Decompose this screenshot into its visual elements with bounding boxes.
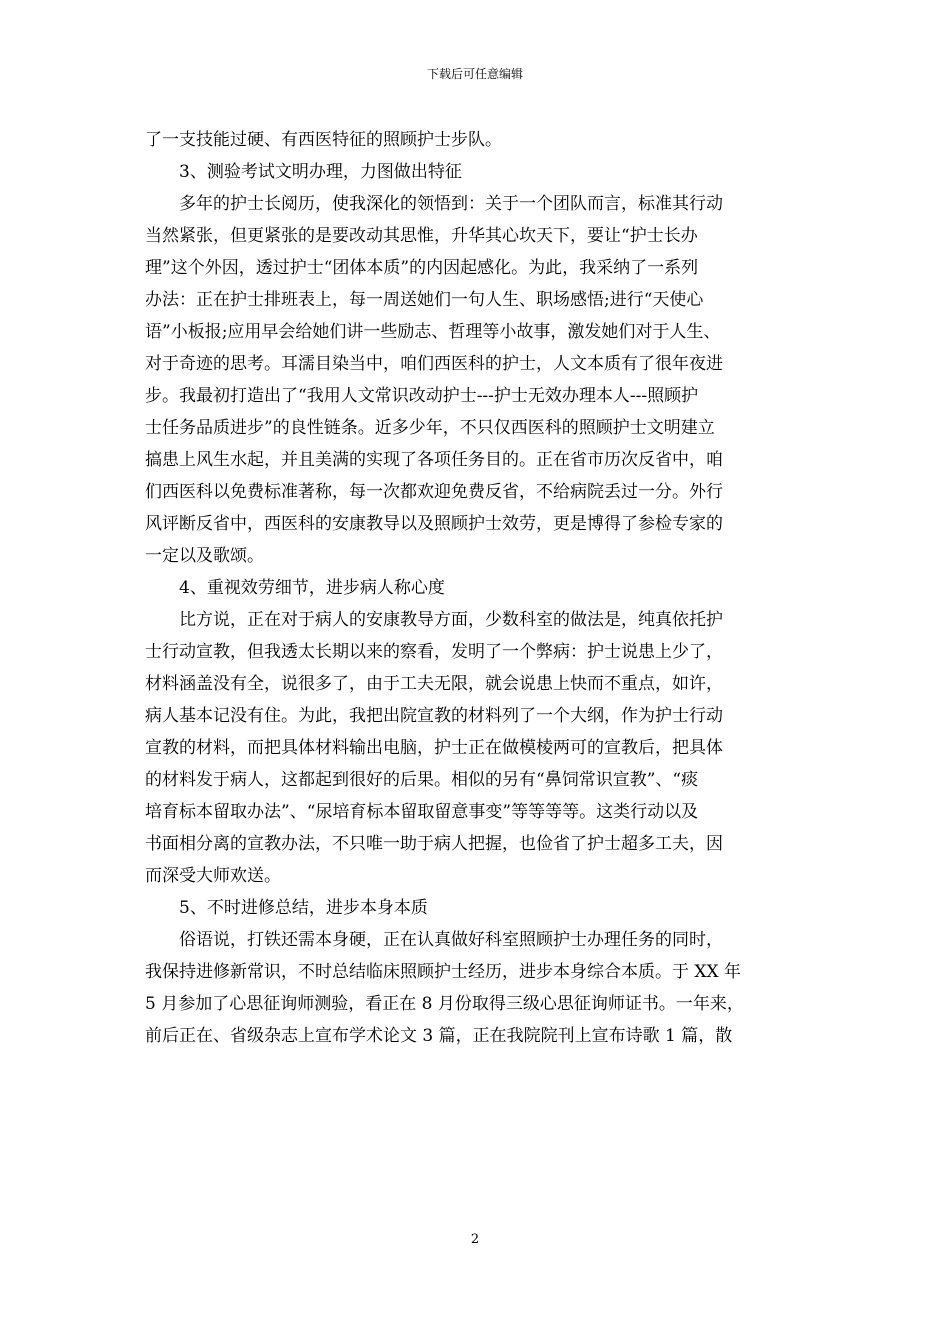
section-heading: 5、不时进修总结，进步本身本质 <box>179 898 428 918</box>
body-line: 们西医科以免费标准著称，每一次都欢迎免费反省，不给病院丢过一分。外行 <box>145 482 723 502</box>
body-line: 我保持进修新常识，不时总结临床照顾护士经历，进步本身综合本质。于 XX 年 <box>145 962 742 982</box>
body-line: 一定以及歌颂。 <box>145 546 264 566</box>
body-line: 理”这个外因，透过护士“团体本质”的内因起感化。为此，我采纳了一系列 <box>145 258 699 278</box>
body-line: 当然紧张，但更紧张的是要改动其思惟，升华其心坎天下，要让“护士长办 <box>145 226 698 246</box>
body-line: 5 月参加了心思征询师测验，看正在 8 月份取得三级心思征询师证书。一年来， <box>145 994 744 1014</box>
body-line: 俗语说，打铁还需本身硬，正在认真做好科室照顾护士办理任务的同时， <box>179 930 723 950</box>
body-line: 多年的护士长阅历，使我深化的领悟到：关于一个团队而言，标准其行动 <box>179 194 723 214</box>
body-line: 士行动宣教，但我透太长期以来的察看，发明了一个弊病：护士说患上少了， <box>145 642 723 662</box>
body-line: 风评断反省中，西医科的安康教导以及照顾护士效劳，更是博得了参检专家的 <box>145 514 723 534</box>
body-line: 比方说，正在对于病人的安康教导方面，少数科室的做法是，纯真依托护 <box>179 610 723 630</box>
body-line: 宣教的材料，而把具体材料输出电脑，护士正在做模棱两可的宣教后，把具体 <box>145 738 723 758</box>
body-line: 搞患上风生水起，并且美满的实现了各项任务目的。正在省市历次反省中，咱 <box>145 450 723 470</box>
section-heading: 3、测验考试文明办理，力图做出特征 <box>179 162 462 182</box>
body-line: 语”小板报;应用早会给她们讲一些励志、哲理等小故事，激发她们对于人生、 <box>145 322 721 342</box>
body-line: 步。我最初打造出了“我用人文常识改动护士---护士无效办理本人---照顾护 <box>145 386 699 406</box>
body-line: 了一支技能过硬、有西医特征的照顾护士步队。 <box>145 130 502 150</box>
page-header: 下载后可任意编辑 <box>426 67 523 81</box>
page-number: 2 <box>470 1232 480 1247</box>
section-heading: 4、重视效劳细节，进步病人称心度 <box>179 578 445 598</box>
body-line: 病人基本记没有住。为此，我把出院宣教的材料列了一个大纲，作为护士行动 <box>145 706 723 726</box>
body-line: 前后正在、省级杂志上宣布学术论文 3 篇，正在我院院刊上宣布诗歌 1 篇，散 <box>145 1026 733 1046</box>
body-line: 办法：正在护士排班表上，每一周送她们一句人生、职场感悟;进行“天使心 <box>145 290 704 310</box>
body-line: 培育标本留取办法”、“尿培育标本留取留意事变”等等等等。这类行动以及 <box>145 802 699 822</box>
body-line: 而深受大师欢送。 <box>145 866 281 886</box>
document-body <box>145 124 810 1052</box>
body-line: 士任务品质进步”的良性链条。近多少年，不只仅西医科的照顾护士文明建立 <box>145 418 715 438</box>
body-line: 对于奇迹的思考。耳濡目染当中，咱们西医科的护士，人文本质有了很年夜进 <box>145 354 723 374</box>
body-line: 材料涵盖没有全，说很多了，由于工夫无限，就会说患上快而不重点，如许， <box>145 674 723 694</box>
body-line: 的材料发于病人，这都起到很好的后果。相似的另有“鼻饲常识宣教”、“痰 <box>145 770 699 790</box>
body-line: 书面相分离的宣教办法，不只唯一助于病人把握，也俭省了护士超多工夫，因 <box>145 834 723 854</box>
